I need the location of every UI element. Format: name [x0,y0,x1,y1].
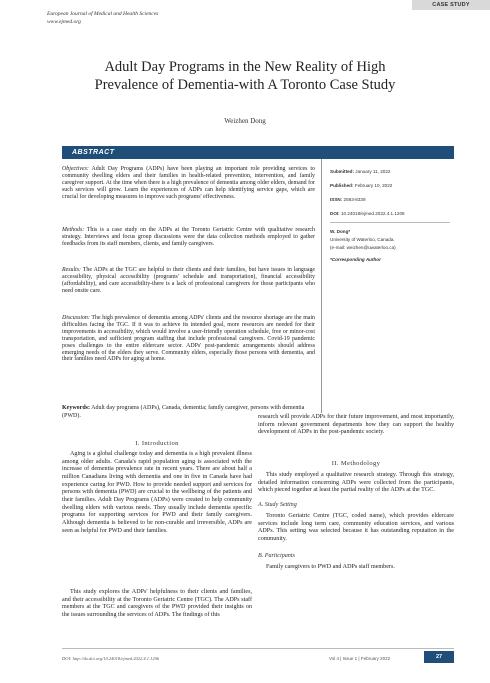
keywords-label: Keywords: [62,405,90,411]
setting-paragraph: Toronto Geriatric Centre (TGC, coded name), which provides eldercare services include long term care, community education services, and various ADPs. This setting was selected because it has outstanding reputation in the community. [258,513,454,542]
intro-paragraph-2: This study explores the ADPs' helpfulness to their clients and families, and their accessibility at the Toronto Geriatric Centre (TGC). The ADPs staff members at the TGC and caregivers of the PWD provided their insights on the issues surrounding the services of ADPs. The findings of this [62,589,252,618]
page-number: 27 [424,651,454,663]
side-divider [330,222,450,223]
issn: ISSN: 2593-8339 [330,197,366,202]
method-paragraph: This study employed a qualitative research strategy. Through this strategy, detailed information concerning ADPs were collected from the participants, which pieced together at least the partial reality of the ADPs at the TGC. [258,472,454,494]
discussion-text: The high prevalence of dementia among ADPs' clients and the resource shortage are the main difficulties facing the TGC. If it was to achieve its intended goal, more resources are needed for their improvements in accessibility, which would involve a user-friendly operation schedule, free or minor-cost transportation, and sufficient program staffing that include professional caregivers. Covid-19 pandemic poses challenges to the entire eldercare sector. ADPs' post-pandemic arrangements should address emerging needs of the elders they serve. Community elders, especially those persons with dementia, and their families need ADPs for aging at home. [62,315,315,363]
results-label: Results: [62,267,81,273]
methodology-heading: II. Methodology [331,460,381,467]
objectives-label: Objectives: [62,166,89,172]
corresponding-note: *Corresponding Author [330,257,381,262]
case-study-tab: CASE STUDY [412,0,490,10]
abstract-objectives [62,166,315,201]
intro-paragraph-1: Aging is a global challenge today and dementia is a high prevalent illness among older adults. Canada's rapid population aging is associated with the increase of dementia prevalence rate in recent years. There are about half a million Canadians living with dementia and one in five in Canada have had experience caring for PWD. How to provide needed support and services for persons with dementia (PWD) are crucial to the wellbeing of the patients and their families. Adult Day Programs (ADPs) were created to help community dwelling elders with various needs. They usually include dementia specific programs for supporting services for PWD and their family caregivers. Although dementia is believed to be non-curable and irreversible, ADPs are seen as helpful for PWD and their families. [62,451,252,534]
title-line-2: Prevalence of Dementia-with A Toronto Case Study [94,77,396,93]
journal-header [47,10,158,26]
published-date: Published: February 10, 2022 [330,183,393,188]
abstract-bar [62,146,454,159]
subsection-participants: B. Participants [258,553,295,559]
participants-paragraph: Family caregivers to PWD and ADPs staff members. [266,564,395,570]
abstract-discussion [62,315,315,363]
title-line-1: Adult Day Programs in the New Reality of High [104,59,386,75]
journal-name: European Journal of Medical and Health Sciences [47,11,159,17]
footer-volume: Vol 4 | Issue 1 | February 2022 [329,656,391,661]
side-affiliation: University of Waterloo, Canada. [330,237,395,242]
right-paragraph-1: research will provide ADPs for their future improvement, and most importantly, inform relevant government departments how they can support the healthy development of ADPs in the post-pandemic society. [258,414,454,436]
subsection-study-setting: A. Study Setting [258,502,297,508]
side-email[interactable]: (e-mail: weizhen@uwaterloo.ca) [330,245,396,250]
methods-text: This is a case study on the ADPs at the Toronto Geriatric Centre with qualitative research strategy. Interviews and focus group discussions were the data collection methods employed to gather feedbacks from its staff members, clients, and family caregivers. [62,227,315,247]
side-author: W. Dong* [330,229,351,234]
abstract-label: ABSTRACT [72,149,115,156]
footer-doi[interactable]: DOI: http://dx.doi.org/10.24018/ejmed.2022.4.1.1206 [62,656,160,661]
discussion-label: Discussion: [62,315,90,321]
abstract-methods [62,227,315,248]
abstract-results [62,267,315,295]
author-name: Weizhen Dong [224,117,266,125]
keywords-text: Adult day programs (ADPs), Canada, dementia; family caregiver, persons with dementia (PWD). [62,405,305,419]
methods-label: Methods: [62,227,85,233]
paper-title [40,58,450,94]
footer-rule [62,648,454,649]
doi: DOI: 10.24018/ejmed.2022.4.1.1206 [330,211,405,216]
results-text: The ADPs at the TGC are helpful to their clients and their families, but have issues in language accessibility, physical accessibility (programs' schedule and transportation), financial accessibility (affordability), and care accessibility-there is a lack of professional caregivers for those participants who need onsite care. [62,267,315,294]
journal-site: www.ejmed.org [47,19,81,25]
objectives-text: Adult Day Programs (ADPs) have been playing an important role providing services to community dwelling elders and their families in health-related prevention, intervention, and family caregiver support. At the time when there is a high prevalence of dementia among older elders, demand for such services will grow. Learn the experiences of ADPs can help identifying service gaps, which are crucial for developing measures to improve such programs' effectiveness. [62,166,315,200]
intro-heading: I. Introduction [135,440,179,447]
submitted-date: Submitted: January 11, 2022 [330,169,391,174]
